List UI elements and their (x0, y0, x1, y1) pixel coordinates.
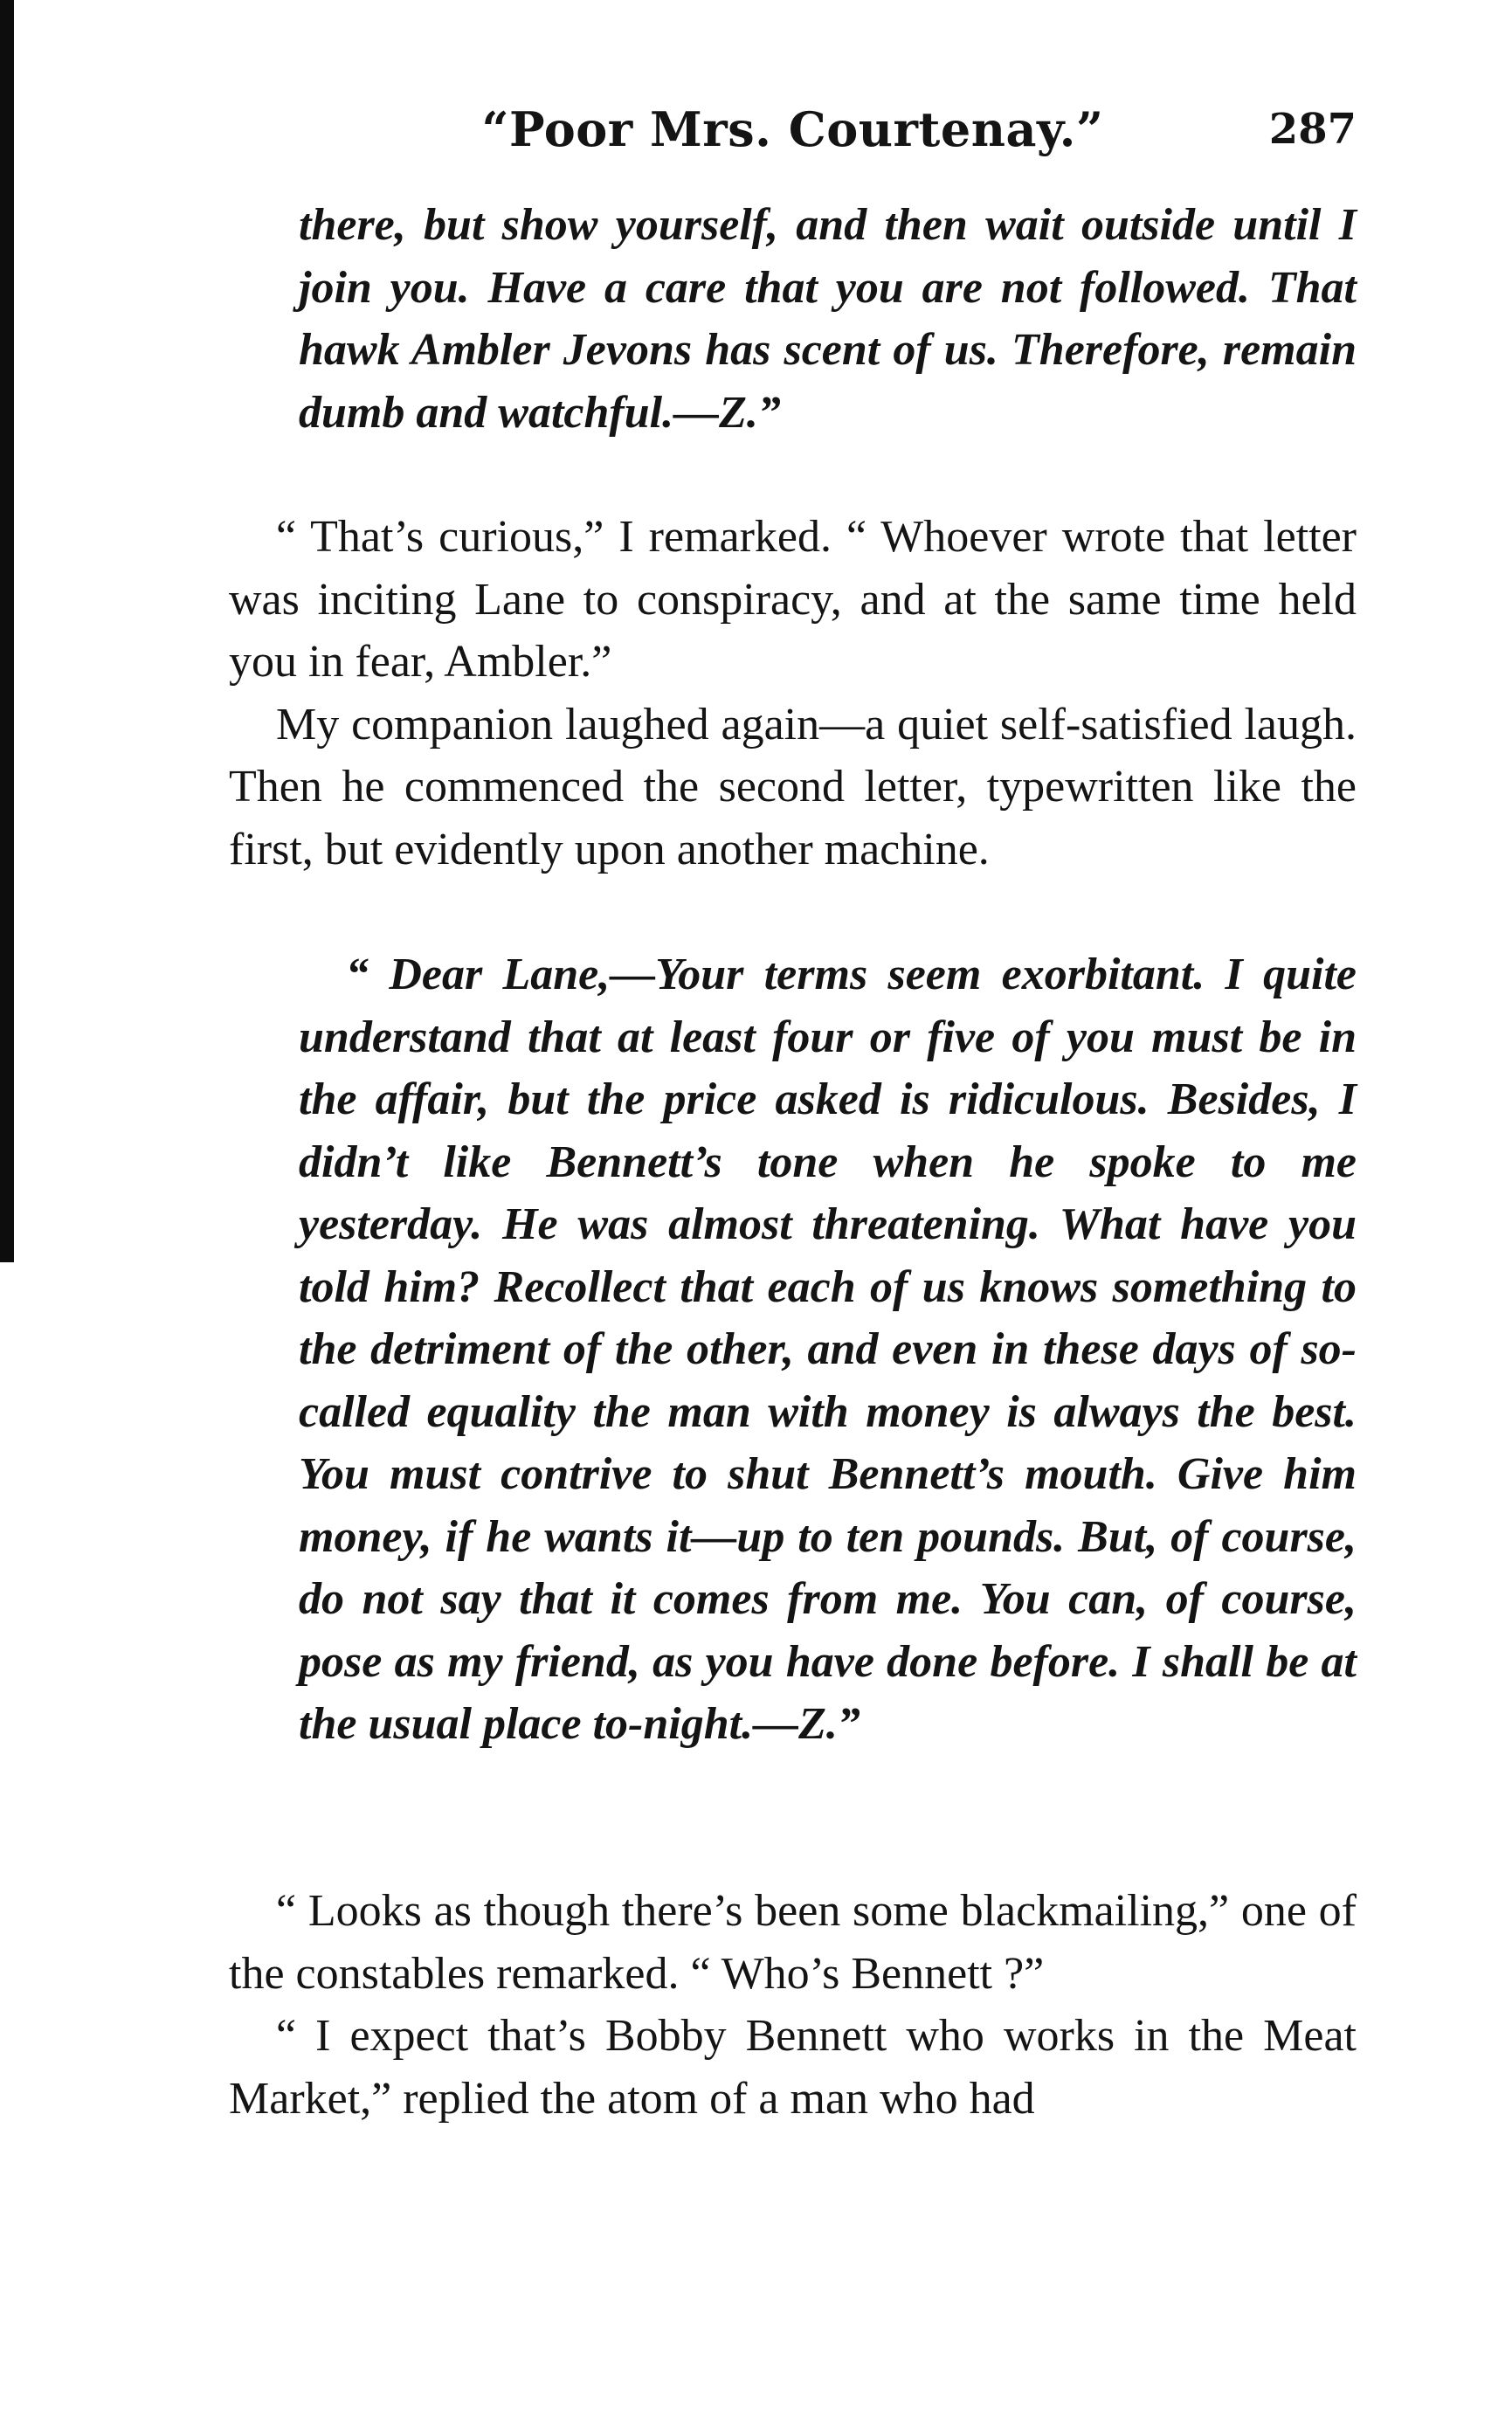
paragraph: “ That’s curious,” I remarked. “ Whoever wrote that letter was inciting Lane to conspiracy, and at the same time held you in fear, Ambler.” (229, 512, 1357, 687)
paragraph: “ Looks as though there’s been some blackmailing,” one of the constables remarked. “ Who’s Bennett ?” (229, 1886, 1357, 1999)
paragraph: there, but show yourself, and then wait outside until I join you. Have a care that you are not followed. That hawk Ambler Jevons has scent of us. Therefore, remain dumb and watchful.—Z.” (299, 200, 1357, 438)
narrative-block-2 (229, 1880, 1357, 2130)
paragraph: “ I expect that’s Bobby Bennett who works in the Meat Market,” replied the atom of a man who had (229, 2011, 1357, 2124)
page-number: 287 (1268, 105, 1357, 154)
letter-continuation (229, 194, 1357, 444)
paragraph: “ Dear Lane,—Your terms seem exorbitant. I quite understand that at least four or five of you must be in the affair, but the price asked is ridiculous. Besides, I didn’t like Bennett’s tone when he spoke to me yesterday. He was almost threatening. What have you told him? Recollect that each of us knows something to the detriment of the other, and even in these days of so-called equality the man with money is always the best. You must contrive to shut Bennett’s mouth. Give him money, if he wants it—up to ten pounds. But, of course, do not say that it comes from me. You can, of course, pose as my friend, as you have done before. I shall be at the usual place to-night.—Z.” (299, 950, 1357, 1749)
narrative-block-1 (229, 506, 1357, 881)
second-letter (229, 943, 1357, 1756)
paragraph: My companion laughed again—a quiet self-satisfied laugh. Then he commenced the second letter, typewritten like the first, but evidently upon another machine. (229, 699, 1357, 874)
page-edge-shadow (0, 0, 14, 1262)
running-title: “Poor Mrs. Courtenay.” (481, 101, 1104, 157)
page-header (229, 94, 1357, 164)
